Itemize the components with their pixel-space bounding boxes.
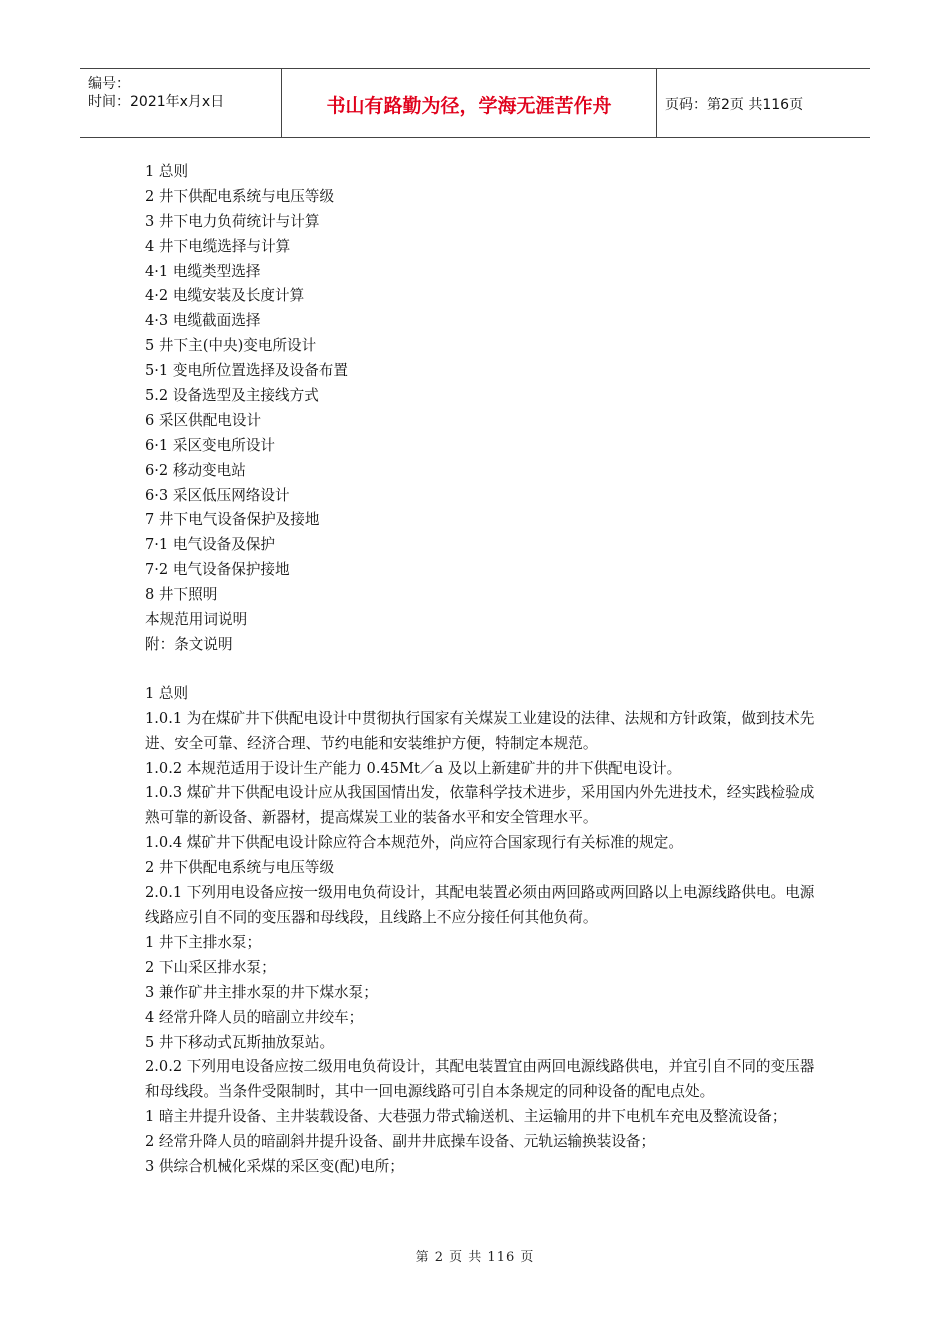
toc-item: 6·3 采区低压网络设计 — [145, 486, 290, 504]
toc-item: 7·1 电气设备及保护 — [145, 536, 276, 554]
toc-item: 6·2 移动变电站 — [145, 461, 246, 479]
toc-item: 2 井下供配电系统与电压等级 — [145, 187, 335, 205]
list-item: 2 经常升降人员的暗副斜井提升设备、副井井底操车设备、元轨运输换装设备； — [145, 1133, 656, 1151]
header-motto-cell — [282, 69, 657, 137]
toc-item: 附：条文说明 — [145, 635, 233, 653]
list-item: 4 经常升降人员的暗副立井绞车； — [145, 1008, 364, 1026]
toc-item: 4·1 电缆类型选择 — [145, 262, 261, 280]
table-of-contents — [145, 160, 820, 658]
serial-number-label: 编号： — [88, 76, 130, 92]
clause-paragraph: 1.0.2 本规范适用于设计生产能力 0.45Mt／a 及以上新建矿井的井下供配电设计。 — [145, 759, 682, 777]
list-item: 5 井下移动式瓦斯抽放泵站。 — [145, 1033, 335, 1051]
clause-paragraph: 1.0.3 煤矿井下供配电设计应从我国国情出发，依靠科学技术进步，采用国内外先进技术，经实践检验成熟可靠的新设备、新器材，提高煤炭工业的装备水平和安全管理水平。 — [145, 784, 815, 827]
list-item: 1 井下主排水泵； — [145, 933, 262, 951]
toc-item: 5.2 设备选型及主接线方式 — [145, 387, 319, 405]
toc-item: 5·1 变电所位置选择及设备布置 — [145, 362, 348, 380]
toc-item: 4 井下电缆选择与计算 — [145, 237, 291, 255]
header-page-cell — [657, 69, 870, 137]
toc-item: 4·3 电缆截面选择 — [145, 312, 261, 330]
header-meta-cell — [80, 69, 282, 137]
toc-item: 3 井下电力负荷统计与计算 — [145, 212, 320, 230]
toc-item: 1 总则 — [145, 163, 189, 180]
list-item: 1 暗主井提升设备、主井装载设备、大巷强力带式输送机、主运输用的井下电机车充电及整流设备； — [145, 1108, 787, 1126]
header-table — [80, 68, 870, 138]
toc-item: 6·1 采区变电所设计 — [145, 436, 276, 454]
clause-paragraph: 1.0.4 煤矿井下供配电设计除应符合本规范外，尚应符合国家现行有关标准的规定。 — [145, 834, 683, 852]
toc-item: 7·2 电气设备保护接地 — [145, 561, 290, 579]
date-label: 时间：2021年x月x日 — [88, 94, 225, 110]
list-item: 3 兼作矿井主排水泵的井下煤水泵； — [145, 983, 378, 1001]
section-heading: 1 总则 — [145, 684, 189, 702]
list-item: 3 供综合机械化采煤的采区变(配)电所； — [145, 1158, 404, 1176]
document-body — [145, 160, 820, 1180]
toc-item: 8 井下照明 — [145, 586, 218, 604]
toc-item: 4·2 电缆安装及长度计算 — [145, 287, 305, 305]
section-heading: 2 井下供配电系统与电压等级 — [145, 859, 335, 877]
toc-item: 5 井下主(中央)变电所设计 — [145, 337, 317, 355]
toc-item: 7 井下电气设备保护及接地 — [145, 511, 320, 529]
motto-text: 书山有路勤为径，学海无涯苦作舟 — [326, 95, 612, 117]
page-footer: 第 2 页 共 116 页 — [415, 1250, 535, 1265]
clause-paragraph: 2.0.1 下列用电设备应按一级用电负荷设计，其配电装置必须由两回路或两回路以上电源线路供电。电源线路应引自不同的变压器和母线段，且线路上不应分接任何其他负荷。 — [145, 884, 815, 926]
toc-item: 6 采区供配电设计 — [145, 411, 262, 429]
clause-paragraph: 1.0.1 为在煤矿井下供配电设计中贯彻执行国家有关煤炭工业建设的法律、法规和方针政策，做到技术先进、安全可靠、经济合理、节约电能和安装维护方便，特制定本规范。 — [145, 709, 815, 752]
toc-item: 本规范用词说明 — [145, 611, 248, 629]
clause-paragraph: 2.0.2 下列用电设备应按二级用电负荷设计，其配电装置宜由两回电源线路供电，并宜引自不同的变压器和母线段。当条件受限制时，其中一回电源线路可引自本条规定的同种设备的配电点处。 — [145, 1058, 815, 1101]
page-number-label: 页码：第2页 共116页 — [665, 97, 804, 113]
list-item: 2 下山采区排水泵； — [145, 958, 276, 976]
